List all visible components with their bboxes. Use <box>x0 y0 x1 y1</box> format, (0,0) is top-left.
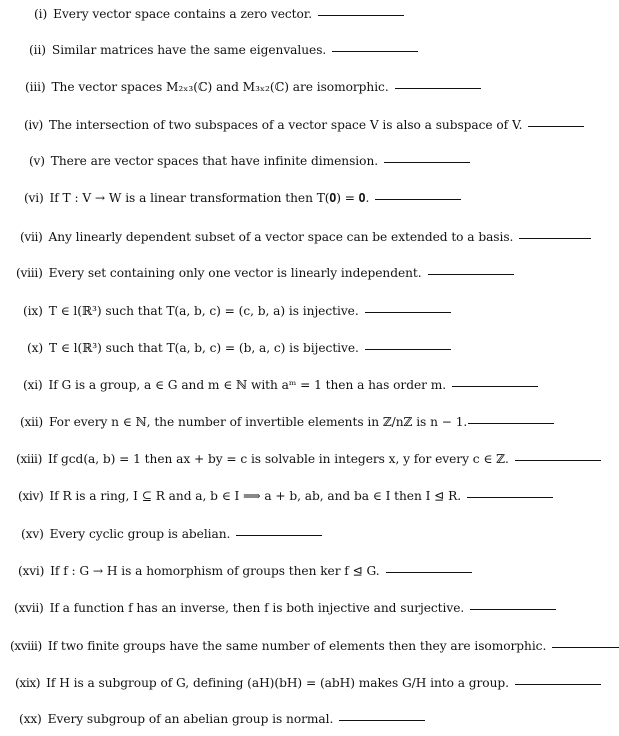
question-item <box>18 488 553 504</box>
question-text: The intersection of two subspaces of a vector space V is also a subspace of V. <box>48 118 523 132</box>
question-item <box>24 190 461 206</box>
question-text: If H is a subgroup of G, defining (aH)(bH) = (abH) makes G/H into a group. <box>46 676 509 690</box>
question-text: Every cyclic group is abelian. <box>49 527 231 541</box>
answer-blank[interactable] <box>384 162 470 163</box>
question-number: (xx) <box>19 712 42 726</box>
question-item <box>20 414 554 430</box>
answer-blank[interactable] <box>365 349 451 350</box>
question-number: (xvi) <box>18 564 45 578</box>
question-item <box>29 42 418 58</box>
question-number: (xii) <box>20 415 43 429</box>
question-number: (vi) <box>24 191 44 205</box>
question-item <box>18 563 472 579</box>
question-text: If G is a group, a ∈ G and m ∈ ℕ with aᵐ = 1 then a has order m. <box>48 378 447 392</box>
answer-blank[interactable] <box>552 647 619 648</box>
question-number: (iii) <box>25 80 46 94</box>
question-number: (xix) <box>15 676 41 690</box>
question-number: (xvii) <box>14 601 44 615</box>
answer-blank[interactable] <box>365 312 451 313</box>
answer-blank[interactable] <box>428 274 514 275</box>
question-item <box>23 377 538 393</box>
answer-blank[interactable] <box>332 51 418 52</box>
question-number: (xviii) <box>10 639 42 653</box>
question-item <box>15 675 601 691</box>
question-number: (xi) <box>23 378 43 392</box>
answer-blank[interactable] <box>519 238 591 239</box>
question-number: (xv) <box>21 527 44 541</box>
question-text: If a function f has an inverse, then f is both injective and surjective. <box>49 601 465 615</box>
question-text: If R is a ring, I ⊆ R and a, b ∈ I ⟹ a + b, ab, and ba ∈ I then I ⊴ R. <box>49 489 462 503</box>
question-text: Similar matrices have the same eigenvalues. <box>51 43 327 57</box>
question-item <box>21 526 322 542</box>
question-number: (viii) <box>16 266 43 280</box>
question-item <box>27 340 451 356</box>
question-number: (ii) <box>29 43 46 57</box>
question-number: (i) <box>34 7 48 21</box>
question-item <box>10 638 619 654</box>
question-text: T ∈ l(ℝ³) such that T(a, b, c) = (b, a, c) is bijective. <box>48 341 359 355</box>
answer-blank[interactable] <box>515 460 601 461</box>
question-text: Every set containing only one vector is linearly independent. <box>48 266 422 280</box>
answer-blank[interactable] <box>528 126 584 127</box>
question-number: (x) <box>27 341 43 355</box>
question-text: Every subgroup of an abelian group is normal. <box>47 712 334 726</box>
question-item <box>19 711 425 727</box>
question-number: (iv) <box>24 118 43 132</box>
question-text: The vector spaces M₂ₓ₃(ℂ) and M₃ₓ₂(ℂ) are isomorphic. <box>51 80 389 94</box>
answer-blank[interactable] <box>470 609 556 610</box>
answer-blank[interactable] <box>386 572 472 573</box>
answer-blank[interactable] <box>467 497 553 498</box>
answer-blank[interactable] <box>236 535 322 536</box>
question-item <box>16 451 601 467</box>
question-number: (ix) <box>23 304 43 318</box>
question-text: If f : G → H is a homorphism of groups then ker f ⊴ G. <box>50 564 380 578</box>
question-number: (xiv) <box>18 489 44 503</box>
question-item <box>16 265 514 281</box>
answer-blank[interactable] <box>318 15 404 16</box>
answer-blank[interactable] <box>515 684 601 685</box>
question-item <box>14 600 556 616</box>
question-text: Every vector space contains a zero vector. <box>53 7 313 21</box>
question-number: (vii) <box>20 230 43 244</box>
question-text: If two finite groups have the same number of elements then they are isomorphic. <box>47 639 547 653</box>
question-text: For every n ∈ ℕ, the number of invertible elements in ℤ/nℤ is n − 1. <box>48 415 468 429</box>
question-number: (v) <box>29 154 45 168</box>
question-item <box>34 6 404 22</box>
question-item <box>23 303 451 319</box>
question-text: If gcd(a, b) = 1 then ax + by = c is solvable in integers x, y for every c ∈ ℤ. <box>47 452 509 466</box>
answer-blank[interactable] <box>452 386 538 387</box>
question-text: If T : V → W is a linear transformation then T(𝟎) = 𝟎. <box>49 191 370 205</box>
question-number: (xiii) <box>16 452 42 466</box>
question-item <box>20 229 591 245</box>
answer-blank[interactable] <box>468 423 554 424</box>
question-item <box>24 117 584 133</box>
question-text: T ∈ l(ℝ³) such that T(a, b, c) = (c, b, a) is injective. <box>48 304 359 318</box>
answer-blank[interactable] <box>375 199 461 200</box>
question-item <box>25 79 481 95</box>
question-text: There are vector spaces that have infinite dimension. <box>50 154 379 168</box>
question-item <box>29 153 470 169</box>
answer-blank[interactable] <box>395 88 481 89</box>
question-text: Any linearly dependent subset of a vector space can be extended to a basis. <box>48 230 514 244</box>
answer-blank[interactable] <box>339 720 425 721</box>
